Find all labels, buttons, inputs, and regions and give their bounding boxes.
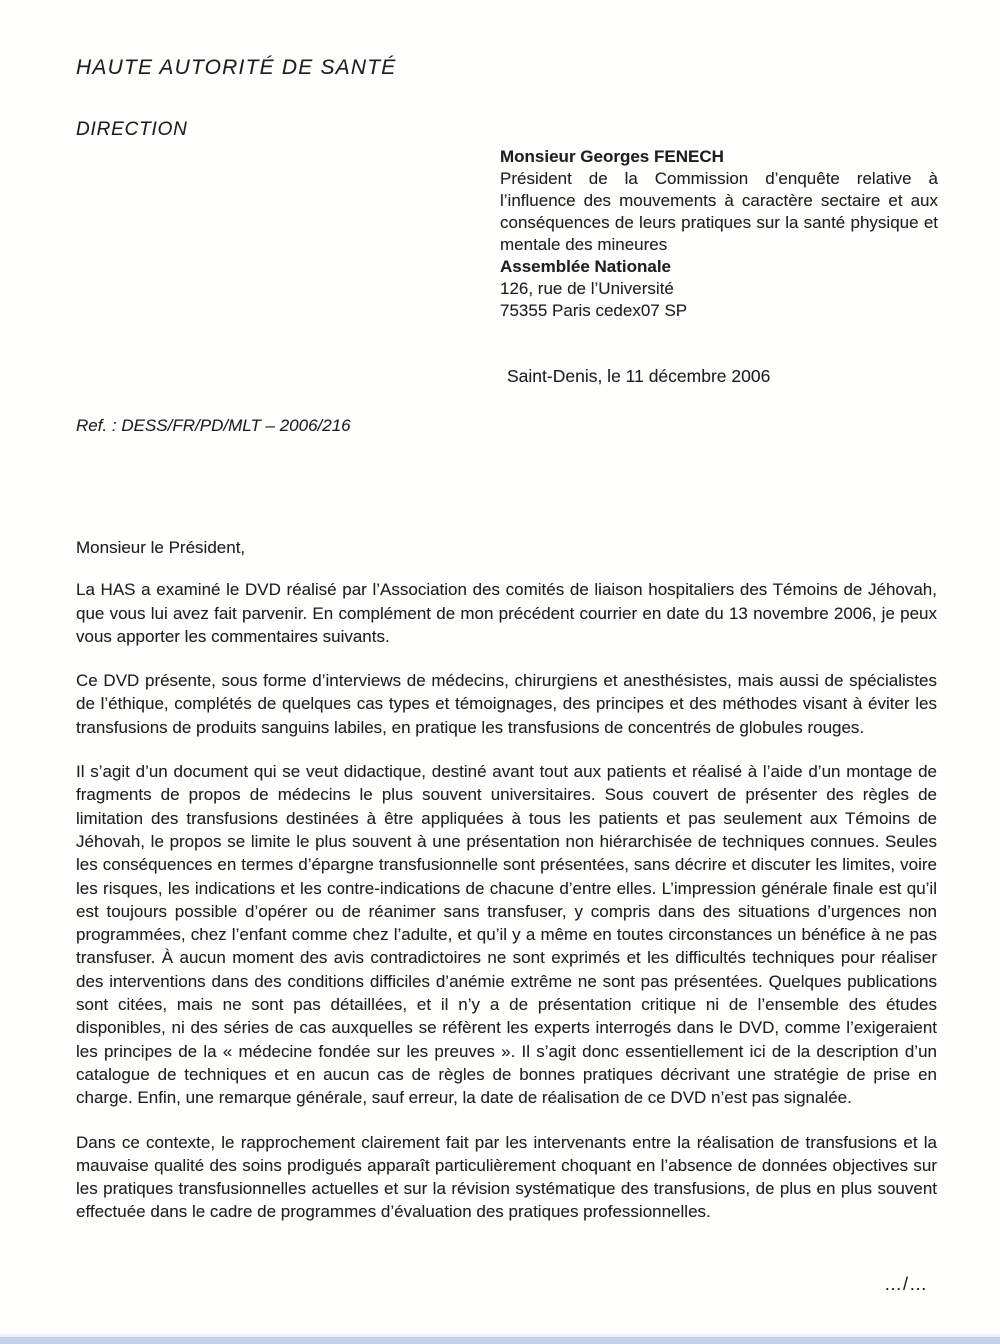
scan-edge-artifact xyxy=(0,1337,1000,1344)
continuation-mark: …/… xyxy=(883,1274,928,1294)
recipient-block xyxy=(500,146,938,322)
letterhead-org-name: HAUTE AUTORITÉ DE SANTÉ xyxy=(76,56,397,79)
paragraph-conclusion: Dans ce contexte, le rapprochement clairement fait par les intervenants entre la réalisation de transfusions et la mauvaise qualité des soins prodigués apparaît particulièrement choquant en l’absence de données objectives sur les pratiques transfusionnelles actuelles et sur la révision systématique des transfusions, de plus en plus souvent effectuée dans le cadre de programmes d’évaluation des pratiques professionnelles. xyxy=(76,1132,937,1222)
letterhead-department: DIRECTION xyxy=(76,119,188,140)
recipient-organization: Assemblée Nationale xyxy=(500,257,672,276)
recipient-city: 75355 Paris cedex07 SP xyxy=(500,301,688,320)
salutation: Monsieur le Président, xyxy=(76,538,246,557)
recipient-title: Président de la Commission d’enquête relative à l’influence des mouvements à caractère sectaire et aux conséquences de leurs pratiques sur la santé physique et mentale des mineures xyxy=(500,169,938,254)
paragraph-analysis: Il s’agit d’un document qui se veut didactique, destiné avant tout aux patients et réalisé à l’aide d’un montage de fragments de propos de médecins le plus souvent universitaires. Sous couvert de présenter des règles de limitation des transfusions destinées à être appliquées à tous les patients et pas seulement aux Témoins de Jéhovah, le propos se limite le plus souvent à une présentation non hiérarchisée de techniques connues. Seules les conséquences en termes d’épargne transfusionnelle sont présentées, sans décrire et discuter les limites, voire les risques, les indications et les contre-indications de chacune d’entre elles. L’impression générale finale est qu’il est toujours possible d’opérer ou de réanimer sans transfuser, y compris dans des situations d’urgences non programmées, chez l’enfant comme chez l’adulte, et qu’il y a même en toutes circonstances un bénéfice à ne pas transfuser. À aucun moment des avis contradictoires ne sont exprimés et les difficultés techniques pour réaliser des interventions dans des conditions difficiles d’anémie extrême ne sont pas présentées. Quelques publications sont citées, mais ne sont pas détaillées, et il n’y a de présentation critique ni de l’ensemble des études disponibles, ni des séries de cas auxquelles se réfèrent les experts interrogés dans le DVD, comme l’exigeraient les principes de la « médecine fondée sur les preuves ». Il s’agit donc essentiellement ici de la description d’un catalogue de techniques et en aucun cas de règles de bonnes pratiques décrivant une stratégie de prise en charge. Enfin, une remarque générale, sauf erreur, la date de réalisation de ce DVD n’est pas signalée. xyxy=(76,762,937,1108)
paragraph-intro: La HAS a examiné le DVD réalisé par l’Association des comités de liaison hospitaliers des Témoins de Jéhovah, que vous lui avez fait parvenir. En complément de mon précédent courrier en date du 13 novembre 2006, je peux vous apporter les commentaires suivants. xyxy=(76,580,937,646)
dateline: Saint-Denis, le 11 décembre 2006 xyxy=(507,366,771,386)
reference-line: Ref. : DESS/FR/PD/MLT – 2006/216 xyxy=(76,416,351,435)
paragraph-dvd-description: Ce DVD présente, sous forme d’interviews de médecins, chirurgiens et anesthésistes, mais aussi de spécialistes de l’éthique, complétés de quelques cas types et témoignages, des principes et des méthodes visant à éviter les transfusions de produits sanguins labiles, en pratique les transfusions de concentrés de globules rouges. xyxy=(76,671,937,737)
letter-body xyxy=(76,536,937,1245)
recipient-name: Monsieur Georges FENECH xyxy=(500,147,724,166)
recipient-street: 126, rue de l’Université xyxy=(500,279,674,298)
